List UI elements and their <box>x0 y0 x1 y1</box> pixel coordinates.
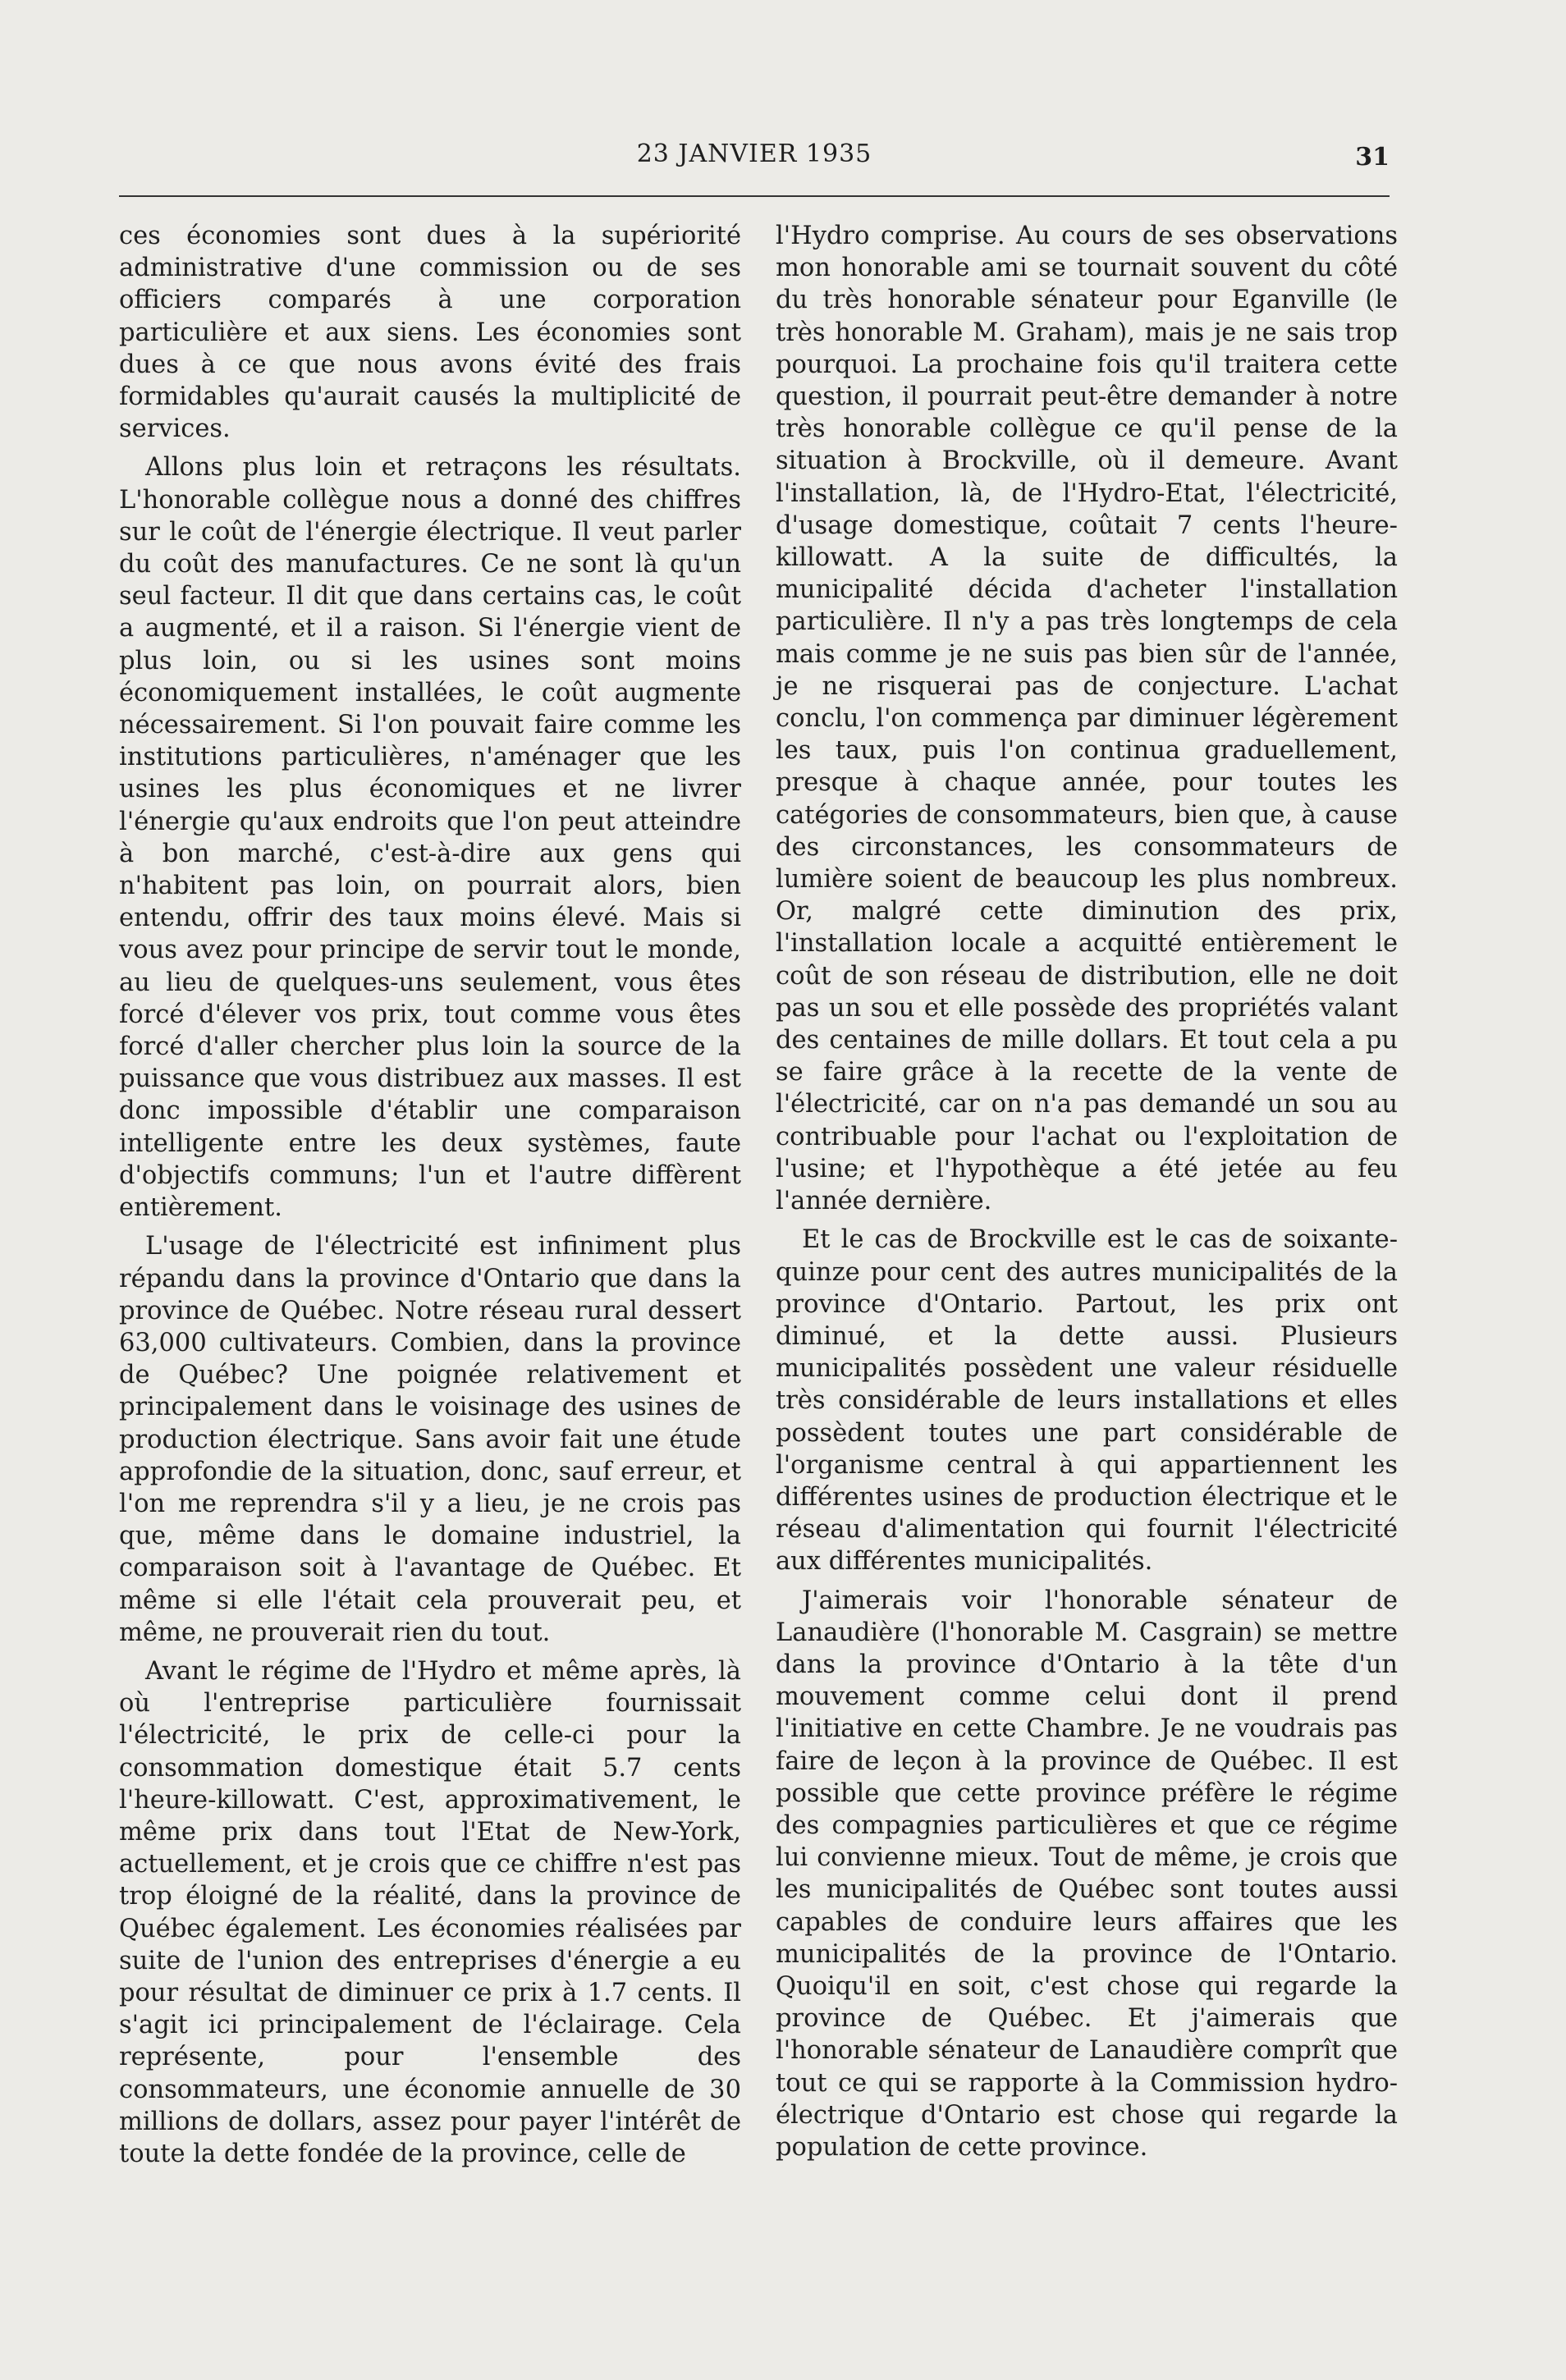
page-number: 31 <box>1355 143 1390 172</box>
running-head: 23 JANVIER 1935 <box>636 140 872 168</box>
paragraph: Allons plus loin et retraçons les résultats. L'honorable collègue nous a donné des chiffres sur le coût de l'énergie électrique. Il veut parler du coût des manufactures. Ce ne sont là qu'un seul facteur. Il dit que dans certains cas, le coût a augmenté, et il a raison. Si l'énergie vient de plus loin, ou si les usines sont moins économiquement installées, le coût augmente nécessairement. Si l'on pouvait faire comme les institutions particulières, n'aménager que les usines les plus économiques et ne livrer l'énergie qu'aux endroits que l'on peut atteindre à bon marché, c'est-à-dire aux gens qui n'habitent pas loin, on pourrait alors, bien entendu, offrir des taux moins élevé. Mais si vous avez pour principe de servir tout le monde, au lieu de quelques-uns seulement, vous êtes forcé d'élever vos prix, tout comme vous êtes forcé d'aller chercher plus loin la source de la puissance que vous distribuez aux masses. Il est donc impossible d'établir une comparaison intelligente entre les deux systèmes, faute d'objectifs communs; l'un et l'autre diffèrent entièrement. <box>119 453 741 1223</box>
paragraph: Avant le régime de l'Hydro et même après, là où l'entreprise particulière fournissait l'électricité, le prix de celle-ci pour la consommation domestique était 5.7 cents l'heure-killowatt. C'est, approximativement, le même prix dans tout l'Etat de New-York, actuellement, et je crois que ce chiffre n'est pas trop éloigné de la réalité, dans la province de Québec également. Les économies réalisées par suite de l'union des entreprises d'énergie a eu pour résultat de diminuer ce prix à 1.7 cents. Il s'agit ici principalement de l'éclairage. Cela représente, pour l'ensemble des consommateurs, une économie annuelle de 30 millions de dollars, assez pour payer l'intérêt de toute la dette fondée de la province, celle de <box>119 1656 741 2168</box>
header-rule <box>119 195 1390 197</box>
page-header <box>119 140 1390 181</box>
paragraph: L'usage de l'électricité est infiniment plus répandu dans la province d'Ontario que dans la province de Québec. Notre réseau rural dessert 63,000 cultivateurs. Combien, dans la province de Québec? Une poignée relativement et principalement dans le voisinage des usines de production électrique. Sans avoir fait une étude approfondie de la situation, donc, sauf erreur, et l'on me reprendra s'il y a lieu, je ne crois pas que, même dans le domaine industriel, la comparaison soit à l'avantage de Québec. Et même si elle l'était cela prouverait peu, et même, ne prouverait rien du tout. <box>119 1232 741 1647</box>
paragraph: ces économies sont dues à la supériorité administrative d'une commission ou de ses officiers comparés à une corporation particulière et aux siens. Les économies sont dues à ce que nous avons évité des frais formidables qu'aurait causés la multiplicité de services. <box>119 222 741 444</box>
left-column <box>119 220 741 2176</box>
right-column <box>776 220 1398 2170</box>
paragraph: Et le cas de Brockville est le cas de soixante-quinze pour cent des autres municipalités de la province d'Ontario. Partout, les prix ont diminué, et la dette aussi. Plusieurs municipalités possèdent une valeur résiduelle très considérable de leurs installations et elles possèdent toutes une part considérable de l'organisme central à qui appartiennent les différentes usines de production électrique et le réseau d'alimentation qui fournit l'électricité aux différentes municipalités. <box>776 1225 1398 1577</box>
paragraph: l'Hydro comprise. Au cours de ses observations mon honorable ami se tournait souvent du côté du très honorable sénateur pour Eganville (le très honorable M. Graham), mais je ne sais trop pourquoi. La prochaine fois qu'il traitera cette question, il pourrait peut-être demander à notre très honorable collègue ce qu'il pense de la situation à Brockville, où il demeure. Avant l'installation, là, de l'Hydro-Etat, l'électricité, d'usage domestique, coûtait 7 cents l'heure-killowatt. A la suite de difficultés, la municipalité décida d'acheter l'installation particulière. Il n'y a pas très longtemps de cela mais comme je ne suis pas bien sûr de l'année, je ne risquerai pas de conjecture. L'achat conclu, l'on commença par diminuer légèrement les taux, puis l'on continua graduellement, presque à chaque année, pour toutes les catégories de consommateurs, bien que, à cause des circonstances, les consommateurs de lumière soient de beaucoup les plus nombreux. Or, malgré cette diminution des prix, l'installation locale a acquitté entièrement le coût de son réseau de distribution, elle ne doit pas un sou et elle possède des propriétés valant des centaines de mille dollars. Et tout cela a pu se faire grâce à la recette de la vente de l'électricité, car on n'a pas demandé un sou au contribuable pour l'achat ou l'exploitation de l'usine; et l'hypothèque a été jetée au feu l'année dernière. <box>776 222 1398 1216</box>
paragraph: J'aimerais voir l'honorable sénateur de Lanaudière (l'honorable M. Casgrain) se mettre dans la province d'Ontario à la tête d'un mouvement comme celui dont il prend l'initiative en cette Chambre. Je ne voudrais pas faire de leçon à la province de Québec. Il est possible que cette province préfère le régime des compagnies particulières et que ce régime lui convienne mieux. Tout de même, je crois que les municipalités de Québec sont toutes aussi capables de conduire leurs affaires que les municipalités de la province de l'Ontario. Quoiqu'il en soit, c'est chose qui regarde la province de Québec. Et j'aimerais que l'honorable sénateur de Lanaudière comprît que tout ce qui se rapporte à la Commission hydro-électrique d'Ontario est chose qui regarde la population de cette province. <box>776 1586 1398 2162</box>
